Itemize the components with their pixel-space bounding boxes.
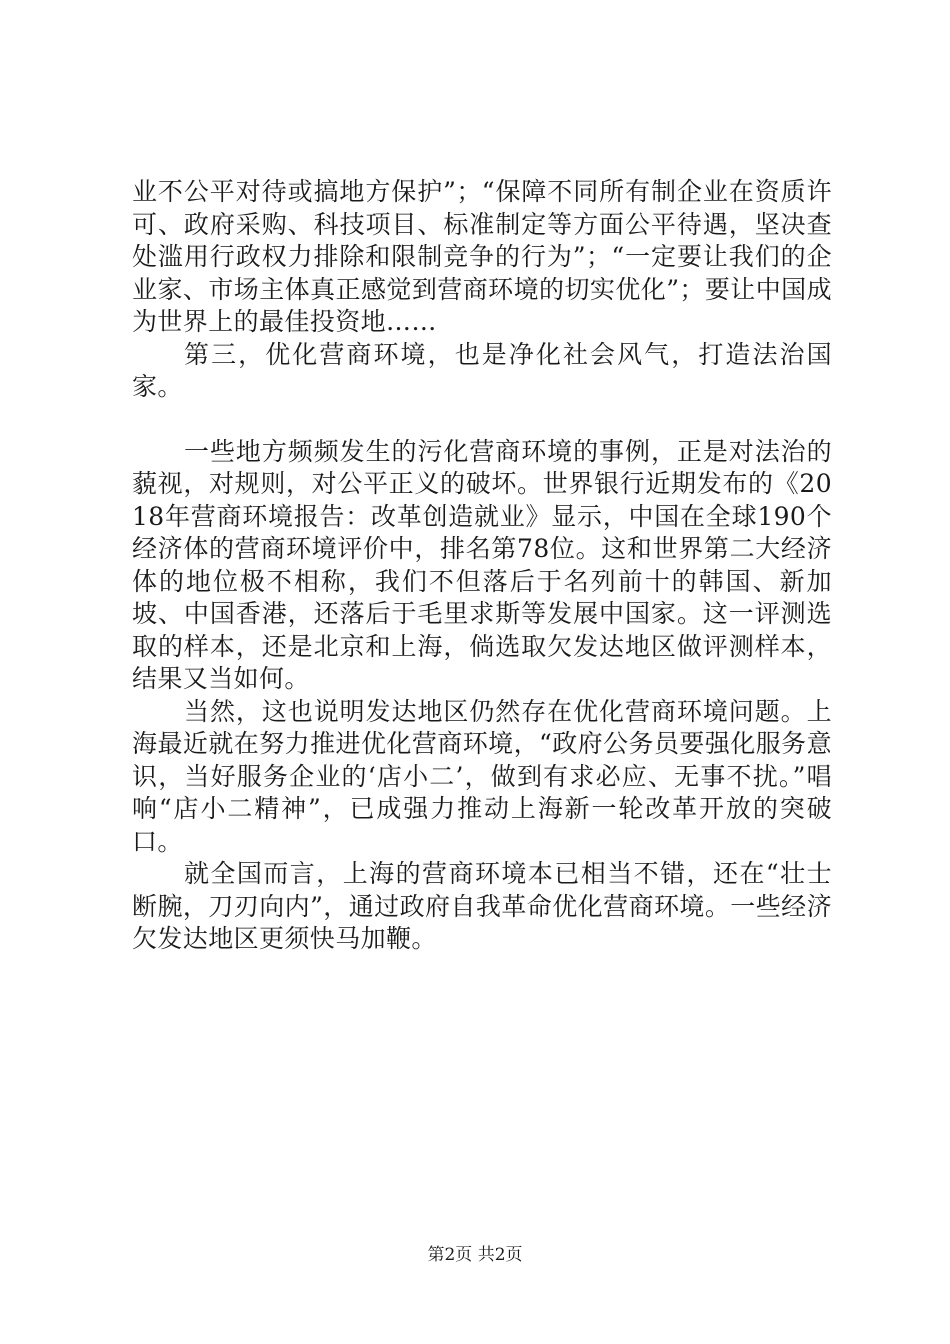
paragraph-shanghai: 当然，这也说明发达地区仍然存在优化营商环境问题。上海最近就在努力推进优化营商环境，“政府公务员要强化服务意识，当好服务企业的‘店小二’，做到有求必应、无事不扰。”唱响“店小二精神”，已成强力推动上海新一轮改革开放的突破口。: [132, 696, 832, 856]
paragraph-rule-of-law: 一些地方频频发生的污化营商环境的事例，正是对法治的藐视，对规则，对公平正义的破坏。世界银行近期发布的《2018年营商环境报告：改革创造就业》显示，中国在全球190个经济体的营商环境评价中，排名第78位。这和世界第二大经济体的地位极不相称，我们不但落后于名列前十的韩国、新加坡、中国香港，还落后于毛里求斯等发展中国家。这一评测选取的样本，还是北京和上海，倘选取欠发达地区做评测样本，结果又当如何。: [132, 436, 832, 693]
paragraph-continuation: 业不公平对待或搞地方保护”；“保障不同所有制企业在资质许可、政府采购、科技项目、标准制定等方面公平待遇，坚决查处滥用行政权力排除和限制竞争的行为”；“一定要让我们的企业家、市场主体真正感觉到营商环境的切实优化”；要让中国成为世界上的最佳投资地……: [132, 177, 832, 336]
page-footer: 第2页 共2页: [427, 1245, 523, 1265]
document-body: [132, 176, 832, 956]
paragraph-third-point: 第三，优化营商环境，也是净化社会风气，打造法治国家。: [132, 339, 832, 401]
paragraph-nationwide: 就全国而言，上海的营商环境本已相当不错，还在“壮士断腕，刀刃向内”，通过政府自我革命优化营商环境。一些经济欠发达地区更须快马加鞭。: [132, 859, 832, 953]
